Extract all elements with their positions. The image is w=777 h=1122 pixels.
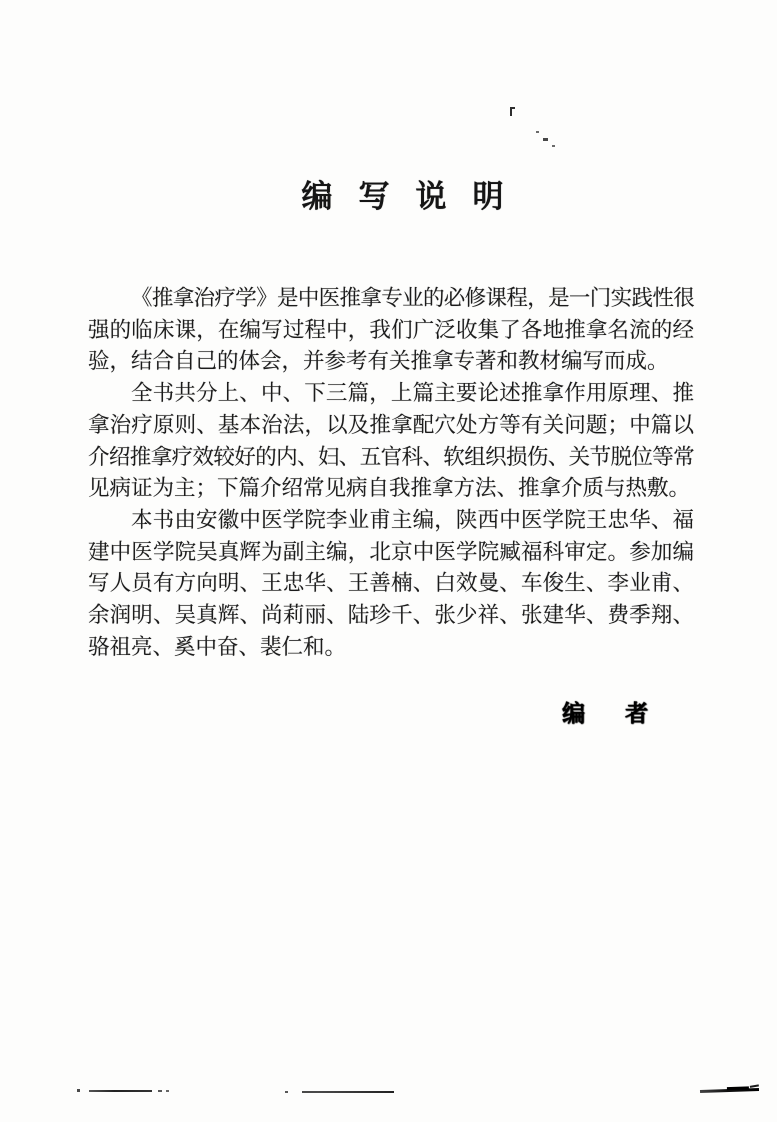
ink-speck-icon <box>536 131 539 133</box>
editor-signature <box>562 695 648 728</box>
signature-char-zhe: 者 <box>625 701 648 726</box>
paragraph-3-line-4: 余润明、吴真辉、尚莉丽、陆珍千、张少祥、张建华、费季翔、 <box>88 603 694 628</box>
paragraph-3-line-2: 建中医学院吴真辉为副主编，北京中医学院臧福科审定。参加编 <box>88 539 694 564</box>
paragraph-3-line-3: 写人员有方向明、王忠华、王善楠、白效曼、车俊生、李业甫、 <box>88 571 694 596</box>
ink-tick-mark <box>510 107 512 116</box>
ink-speck-icon <box>552 145 555 147</box>
bottom-mid-ink-dash <box>302 1091 317 1093</box>
paragraph-3-line-5: 骆祖亮、奚中奋、裴仁和。 <box>88 634 347 659</box>
paragraph-2-line-1: 全书共分上、中、下三篇，上篇主要论述推拿作用原理、推 <box>131 381 694 406</box>
ink-speck-icon <box>543 138 548 141</box>
body-text <box>88 283 694 663</box>
bottom-left-ink-dot <box>158 1090 162 1092</box>
bottom-mid-ink-line <box>317 1091 394 1093</box>
paragraph-2-line-3: 介绍推拿疗效较好的内、妇、五官科、软组织损伤、关节脱位等常 <box>88 444 694 469</box>
bottom-left-ink-line <box>89 1090 152 1092</box>
bottom-mid-ink-dot <box>285 1091 288 1093</box>
paragraph-1-line-2: 强的临床课，在编写过程中，我们广泛收集了各地推拿名流的经 <box>88 317 694 342</box>
paragraph-3-line-1: 本书由安徽中医学院李业甫主编，陕西中医学院王忠华、福 <box>131 507 694 532</box>
paragraph-1-line-3: 验，结合自己的体会，并参考有关推拿专著和教材编写而成。 <box>88 349 669 374</box>
bottom-left-ink-dot <box>166 1090 169 1092</box>
paragraph-2-line-2: 拿治疗原则、基本治法，以及推拿配穴处方等有关问题；中篇以 <box>88 412 694 437</box>
page-title: 编写说明 <box>301 178 530 214</box>
bottom-left-ink-dot <box>77 1089 80 1092</box>
paragraph-1-line-1: 《推拿治疗学》是中医推拿专业的必修课程，是一门实践性很 <box>131 286 694 310</box>
bottom-right-ink-scribble <box>700 1088 759 1093</box>
paragraph-2-line-4: 见病证为主；下篇介绍常见病自我推拿方法、推拿介质与热敷。 <box>88 476 691 501</box>
signature-char-bian: 编 <box>562 701 585 726</box>
